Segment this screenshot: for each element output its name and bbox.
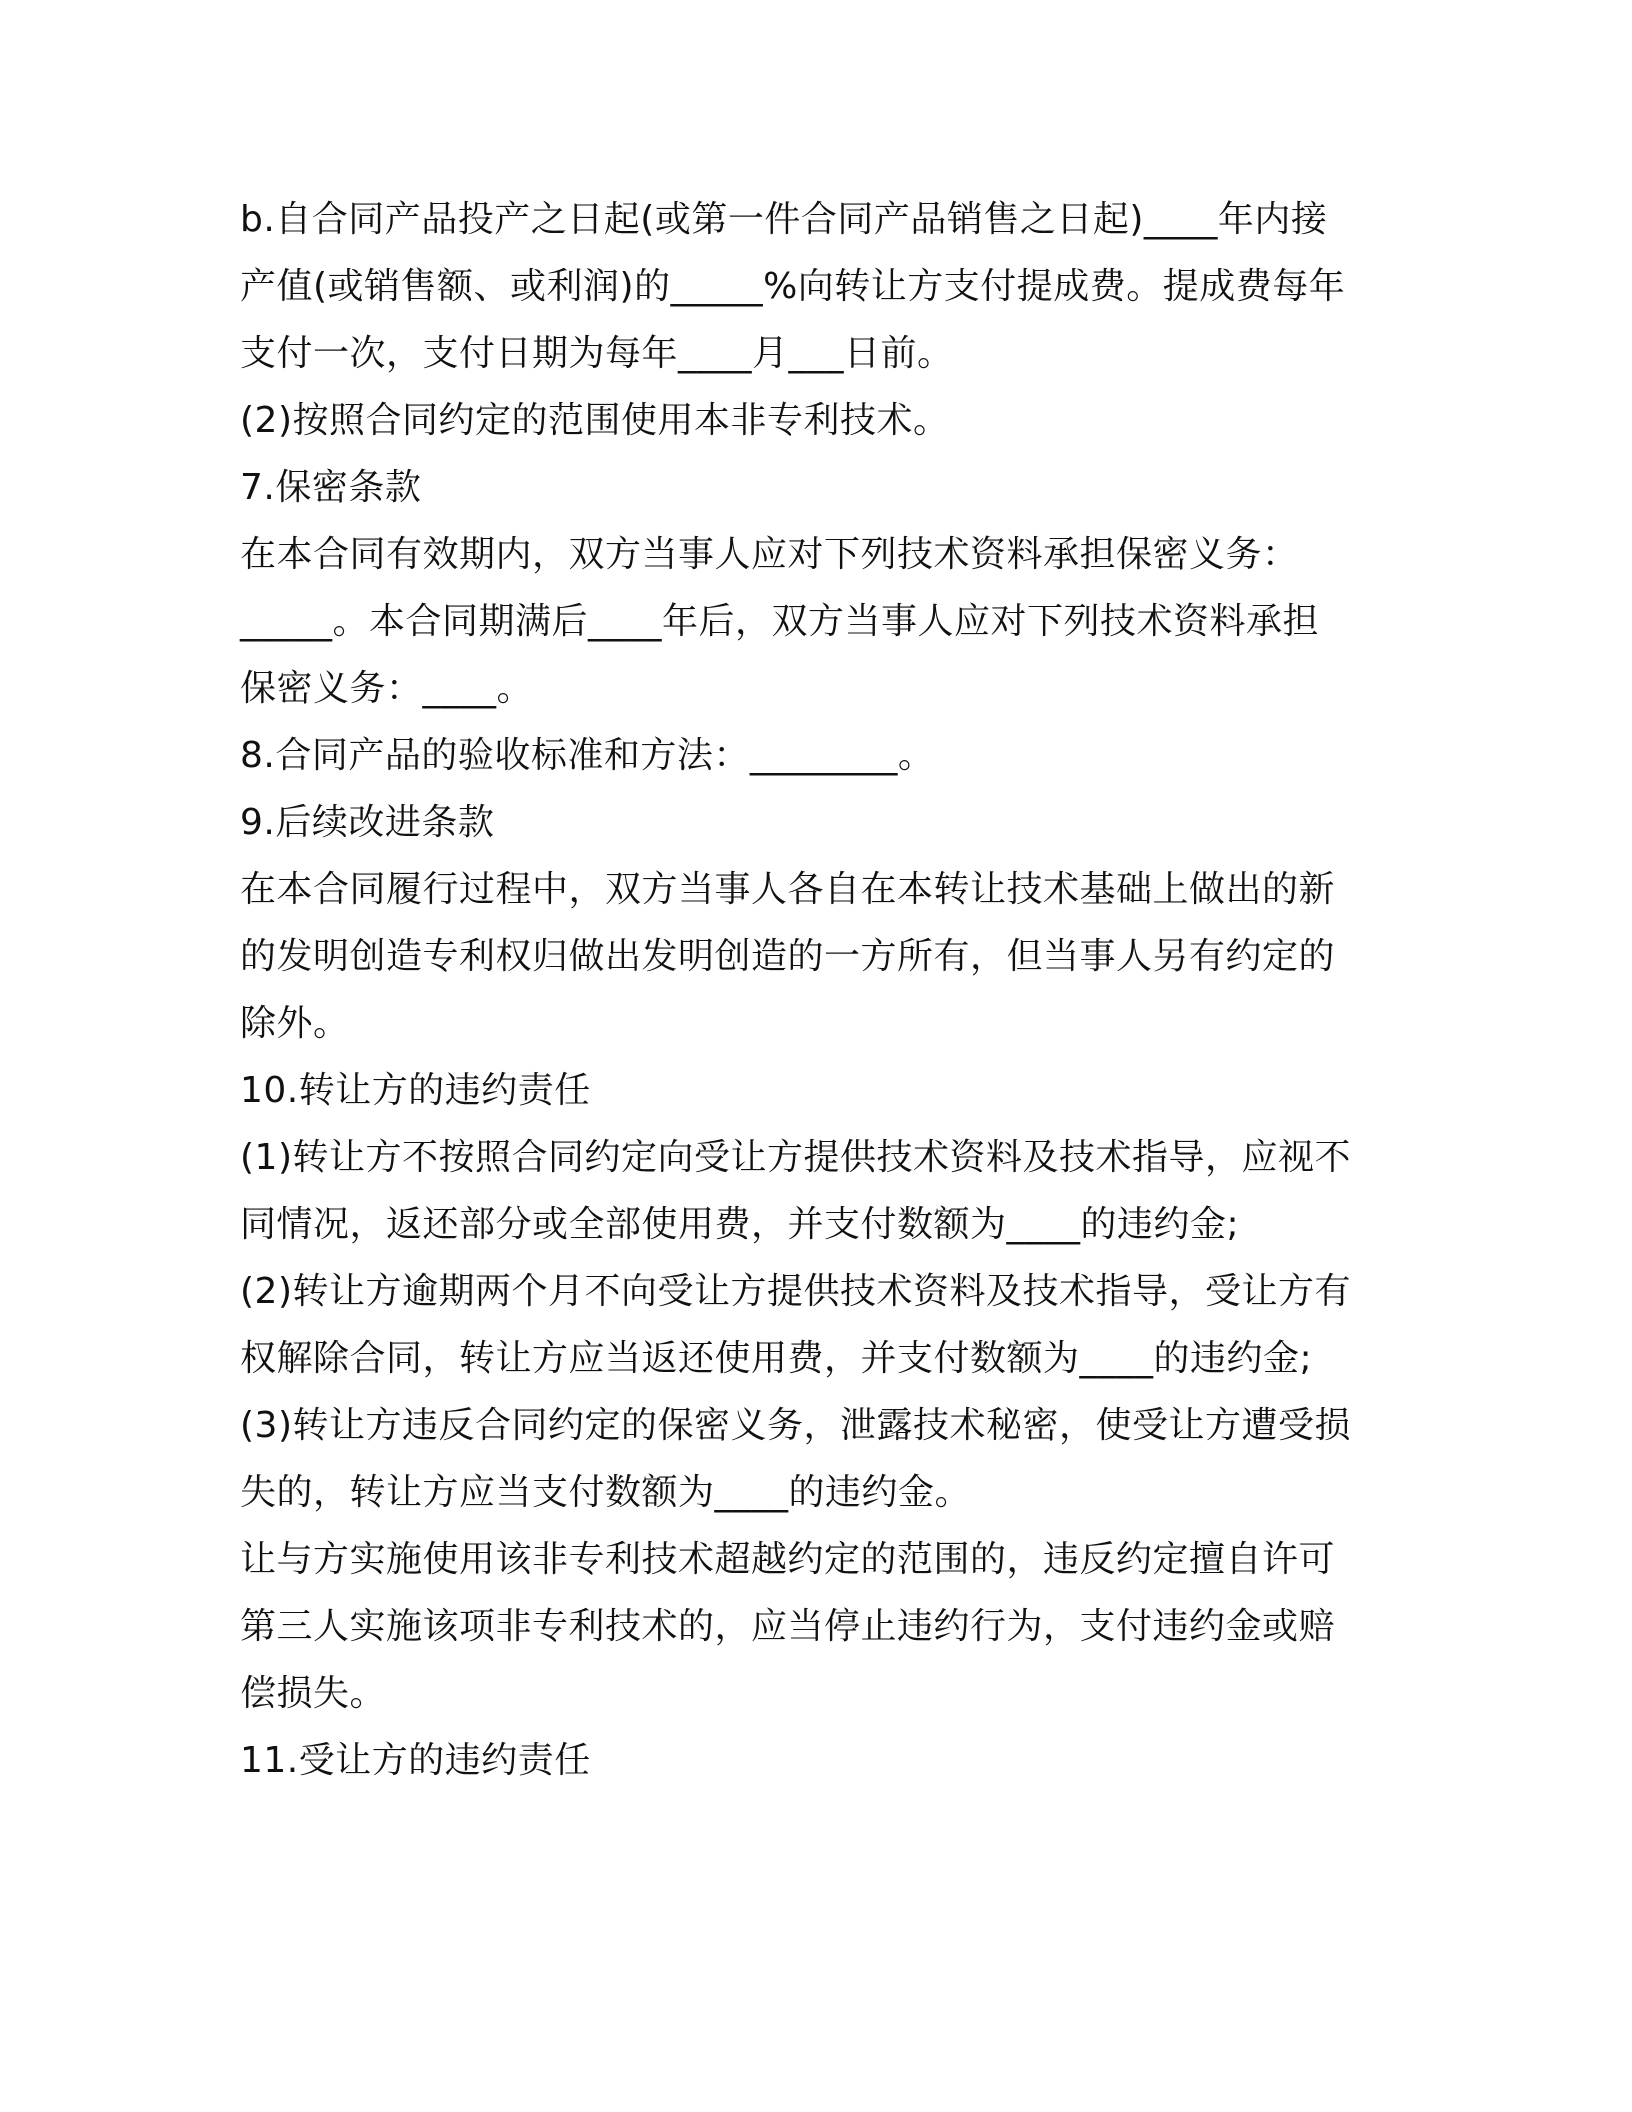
text-line: (3)转让方违反合同约定的保密义务，泄露技术秘密，使受让方遭受损 (240, 1405, 1351, 1446)
text-line: 除外。 (240, 1003, 350, 1044)
text-line: 的发明创造专利权归做出发明创造的一方所有，但当事人另有约定的 (240, 936, 1336, 977)
text-line: 保密义务：____。 (240, 668, 534, 709)
section-heading: 7.保密条款 (240, 467, 422, 508)
text-line: (2)转让方逾期两个月不向受让方提供技术资料及技术指导，受让方有 (240, 1271, 1351, 1312)
text-line: (2)按照合同约定的范围使用本非专利技术。 (240, 400, 950, 441)
text-line: b.自合同产品投产之日起(或第一件合同产品销售之日起)____年内接 (240, 199, 1328, 240)
text-line: 权解除合同，转让方应当返还使用费，并支付数额为____的违约金; (240, 1338, 1313, 1379)
text-line: 在本合同履行过程中，双方当事人各自在本转让技术基础上做出的新 (240, 869, 1336, 910)
text-line: 让与方实施使用该非专利技术超越约定的范围的，违反约定擅自许可 (240, 1539, 1336, 1580)
text-line: 支付一次，支付日期为每年____月___日前。 (240, 333, 954, 374)
text-line: 在本合同有效期内，双方当事人应对下列技术资料承担保密义务： (240, 534, 1299, 575)
text-line: 产值(或销售额、或利润)的_____%向转让方支付提成费。提成费每年 (240, 266, 1346, 307)
text-line: 同情况，返还部分或全部使用费，并支付数额为____的违约金; (240, 1204, 1240, 1245)
text-line: _____。本合同期满后____年后，双方当事人应对下列技术资料承担 (240, 601, 1320, 642)
document-body (240, 186, 1400, 1794)
section-heading: 11.受让方的违约责任 (240, 1740, 591, 1781)
text-line: (1)转让方不按照合同约定向受让方提供技术资料及技术指导，应视不 (240, 1137, 1351, 1178)
text-line: 偿损失。 (240, 1673, 387, 1714)
text-line: 第三人实施该项非专利技术的，应当停止违约行为，支付违约金或赔 (240, 1606, 1336, 1647)
text-line: 失的，转让方应当支付数额为____的违约金。 (240, 1472, 972, 1513)
section-heading: 8.合同产品的验收标准和方法：________。 (240, 735, 935, 776)
section-heading: 10.转让方的违约责任 (240, 1070, 591, 1111)
section-heading: 9.后续改进条款 (240, 802, 495, 843)
